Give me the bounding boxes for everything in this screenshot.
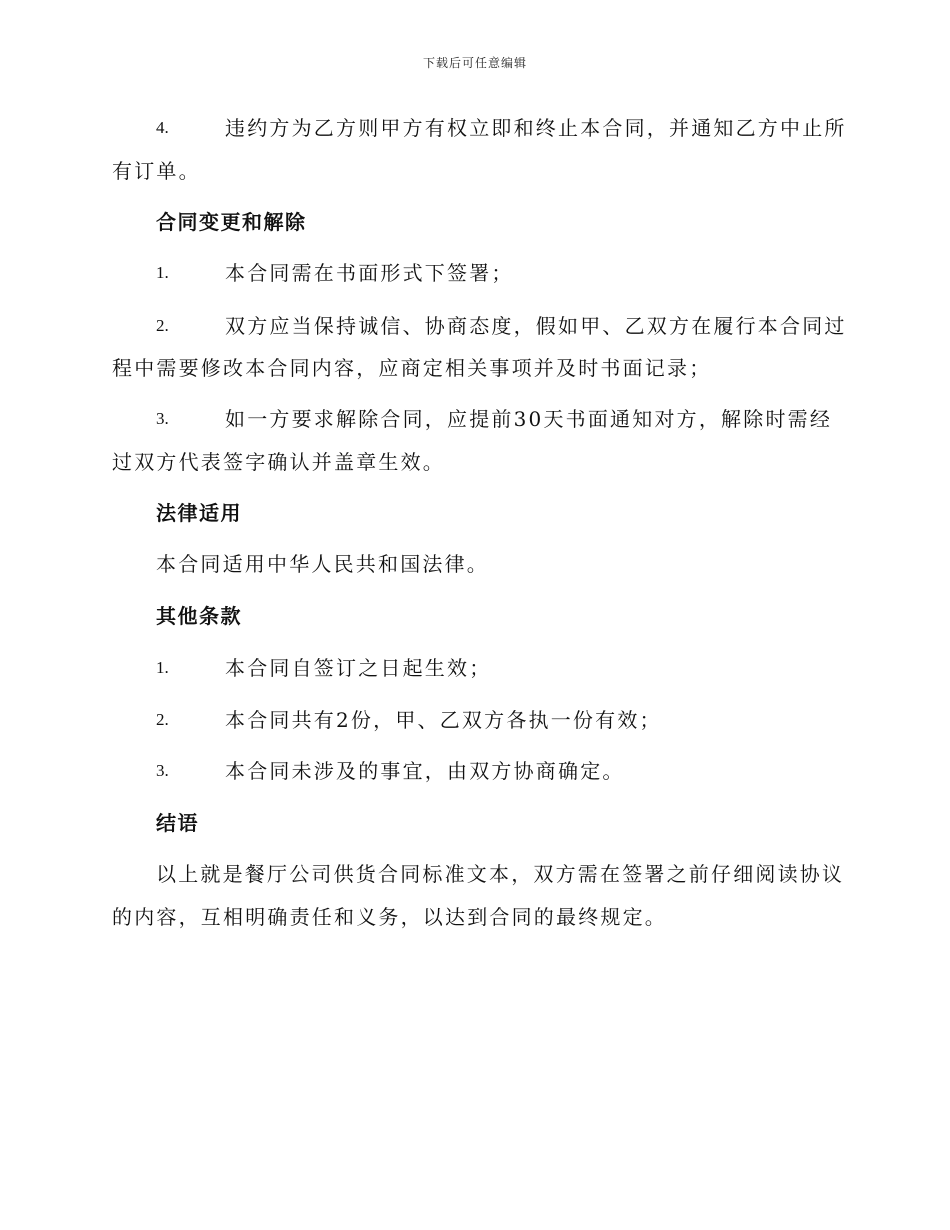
paragraph-line: 违约方为乙方则甲方有权立即和终止本合同，并通知乙方中止所	[225, 116, 847, 140]
item-number: 1.	[156, 658, 169, 677]
item-number: 2.	[156, 316, 169, 335]
section-heading-change: 合同变更和解除	[156, 210, 307, 234]
paragraph-line: 本合同未涉及的事宜，由双方协商确定。	[225, 759, 625, 783]
section-heading-law: 法律适用	[156, 501, 242, 525]
page-header: 下载后可任意编辑	[422, 56, 527, 70]
paragraph-line: 过双方代表签字确认并盖章生效。	[112, 450, 445, 474]
item-number: 2.	[156, 710, 169, 729]
paragraph-line: 本合同适用中华人民共和国法律。	[156, 552, 489, 576]
paragraph-line: 的内容，互相明确责任和义务，以达到合同的最终规定。	[112, 905, 667, 929]
paragraph-line: 如一方要求解除合同，应提前30天书面通知对方，解除时需经	[225, 407, 833, 431]
item-number: 1.	[156, 263, 169, 282]
paragraph-line: 本合同共有2份，甲、乙双方各执一份有效；	[225, 708, 662, 732]
paragraph-line: 程中需要修改本合同内容，应商定相关事项并及时书面记录；	[112, 356, 712, 380]
paragraph-line: 有订单。	[112, 159, 201, 183]
item-number: 3.	[156, 761, 169, 780]
paragraph-line: 双方应当保持诚信、协商态度，假如甲、乙双方在履行本合同过	[225, 314, 847, 338]
section-heading-other: 其他条款	[156, 604, 242, 628]
item-number: 4.	[156, 118, 169, 137]
section-heading-conclusion: 结语	[156, 811, 199, 835]
paragraph-line: 本合同需在书面形式下签署；	[225, 261, 514, 285]
paragraph-line: 以上就是餐厅公司供货合同标准文本，双方需在签署之前仔细阅读协议	[156, 862, 845, 886]
paragraph-line: 本合同自签订之日起生效；	[225, 656, 492, 680]
item-number: 3.	[156, 409, 169, 428]
